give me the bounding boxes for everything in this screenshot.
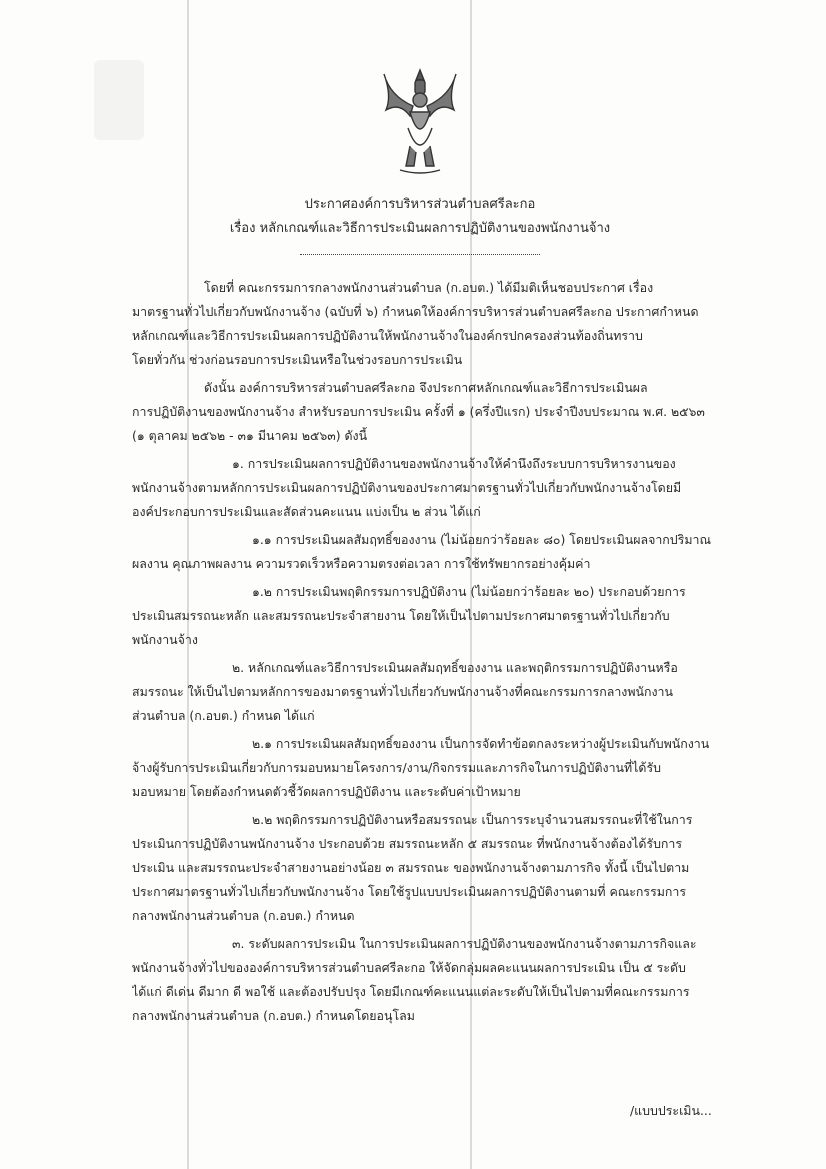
paragraph xyxy=(132,808,762,928)
text-line: พนักงานจ้าง xyxy=(132,632,198,647)
text-line: ๑. การประเมินผลการปฏิบัติงานของพนักงานจ้างให้คำนึงถึงระบบการบริหารงานของ xyxy=(232,456,676,471)
text-line: ๑.๑ การประเมินผลสัมฤทธิ์ของงาน (ไม่น้อยกว่าร้อยละ ๘๐) โดยประเมินผลจากปริมาณ xyxy=(252,532,711,547)
text-line: มาตรฐานทั่วไปเกี่ยวกับพนักงานจ้าง (ฉบับที่ ๖) กำหนดให้องค์การบริหารส่วนตำบลศรีละกอ ประกาศกำหนด xyxy=(132,304,699,319)
text-line: กลางพนักงานส่วนตำบล (ก.อบต.) กำหนดโดยอนุโลม xyxy=(132,1008,415,1023)
text-line: พนักงานจ้างตามหลักการประเมินผลการปฏิบัติงานของประกาศมาตรฐานทั่วไปเกี่ยวกับพนักงานจ้างโดยมี xyxy=(132,480,682,495)
text-line: โดยที่ คณะกรรมการกลางพนักงานส่วนตำบล (ก.อบต.) ได้มีมติเห็นชอบประกาศ เรื่อง xyxy=(204,280,654,295)
text-line: หลักเกณฑ์และวิธีการประเมินผลการปฏิบัติงานให้พนักงานจ้างในองค์กรปกครองส่วนท้องถิ่นทราบ xyxy=(132,328,643,343)
text-line: ๒. หลักเกณฑ์และวิธีการประเมินผลสัมฤทธิ์ของงาน และพฤติกรรมการปฏิบัติงานหรือ xyxy=(232,660,678,675)
text-line: สมรรถนะ ให้เป็นไปตามหลักการของมาตรฐานทั่วไปเกี่ยวกับพนักงานจ้างที่คณะกรรมการกลางพนักงาน xyxy=(132,684,673,699)
paragraph xyxy=(132,656,762,728)
text-line: กลางพนักงานส่วนตำบล (ก.อบต.) กำหนด xyxy=(132,908,355,923)
paragraph xyxy=(132,376,762,448)
paragraph xyxy=(132,580,762,652)
continuation-marker: /แบบประเมิน... xyxy=(630,1103,712,1118)
text-line: ประเมินสมรรถนะหลัก และสมรรถนะประจำสายงาน โดยให้เป็นไปตามประกาศมาตรฐานทั่วไปเกี่ยวกับ xyxy=(132,608,670,623)
text-line: ผลงาน คุณภาพผลงาน ความรวดเร็วหรือความตรงต่อเวลา การใช้ทรัพยากรอย่างคุ้มค่า xyxy=(132,556,591,571)
text-line: มอบหมาย โดยต้องกำหนดตัวชี้วัดผลการปฏิบัติงาน และระดับค่าเป้าหมาย xyxy=(132,784,521,799)
text-line: พนักงานจ้างทั่วไปขององค์การบริหารส่วนตำบลศรีละกอ ให้จัดกลุ่มผลคะแนนผลการประเมิน เป็น ๕ ระดับ xyxy=(132,960,686,975)
text-line: จ้างผู้รับการประเมินเกี่ยวกับการมอบหมายโครงการ/งาน/กิจกรรมและภารกิจในการปฏิบัติงานที่ได้รับ xyxy=(132,760,661,775)
text-line: ได้แก่ ดีเด่น ดีมาก ดี พอใช้ และต้องปรับปรุง โดยมีเกณฑ์คะแนนแต่ละระดับให้เป็นไปตามที่คณะกรรมการ xyxy=(132,984,690,999)
scan-smudge xyxy=(94,60,144,140)
text-line: ดังนั้น องค์การบริหารส่วนตำบลศรีละกอ จึงประกาศหลักเกณฑ์และวิธีการประเมินผล xyxy=(204,380,648,395)
text-line: (๑ ตุลาคม ๒๕๖๒ - ๓๑ มีนาคม ๒๕๖๓) ดังนี้ xyxy=(132,428,368,443)
text-line: การปฏิบัติงานของพนักงานจ้าง สำหรับรอบการประเมิน ครั้งที่ ๑ (ครึ่งปีแรก) ประจำปีงบประมาณ พ.ศ. ๒๕๖๓ xyxy=(132,404,705,419)
text-line: ประเมิน และสมรรถนะประจำสายงานอย่างน้อย ๓ สมรรถนะ ของพนักงานจ้างตามภารกิจ ทั้งนี้ เป็นไปตาม xyxy=(132,860,690,875)
text-line: ๒.๒ พฤติกรรมการปฏิบัติงานหรือสมรรถนะ เป็นการระบุจำนวนสมรรถนะที่ใช้ในการ xyxy=(252,812,693,827)
text-line: ประกาศมาตรฐานทั่วไปเกี่ยวกับพนักงานจ้าง โดยใช้รูปแบบประเมินผลการปฏิบัติงานตามที่ คณะกรรมการ xyxy=(132,884,687,899)
text-line: ๓. ระดับผลการประเมิน ในการประเมินผลการปฏิบัติงานของพนักงานจ้างตามภารกิจและ xyxy=(232,936,697,951)
garuda-emblem-icon xyxy=(380,66,460,176)
text-line: โดยทั่วกัน ช่วงก่อนรอบการประเมินหรือในช่วงรอบการประเมิน xyxy=(132,352,463,367)
paragraph xyxy=(132,452,762,524)
text-line: ๑.๒ การประเมินพฤติกรรมการปฏิบัติงาน (ไม่น้อยกว่าร้อยละ ๒๐) ประกอบด้วยการ xyxy=(252,584,686,599)
text-line: องค์ประกอบการประเมินและสัดส่วนคะแนน แบ่งเป็น ๒ ส่วน ได้แก่ xyxy=(132,504,481,519)
paragraph xyxy=(132,276,762,372)
announcement-title: ประกาศองค์การบริหารส่วนตำบลศรีละกอ xyxy=(304,197,536,212)
paragraph xyxy=(132,932,762,1028)
dotted-divider xyxy=(300,248,540,255)
paragraph xyxy=(132,528,762,576)
paragraph xyxy=(132,732,762,804)
text-line: ส่วนตำบล (ก.อบต.) กำหนด ได้แก่ xyxy=(132,708,315,723)
announcement-subject: เรื่อง หลักเกณฑ์และวิธีการประเมินผลการปฏิบัติงานของพนักงานจ้าง xyxy=(229,221,611,236)
text-line: ๒.๑ การประเมินผลสัมฤทธิ์ของงาน เป็นการจัดทำข้อตกลงระหว่างผู้ประเมินกับพนักงาน xyxy=(252,736,710,751)
text-line: ประเมินการปฏิบัติงานพนักงานจ้าง ประกอบด้วย สมรรถนะหลัก ๕ สมรรถนะ ที่พนักงานจ้างต้องได้รับการ xyxy=(132,836,683,851)
